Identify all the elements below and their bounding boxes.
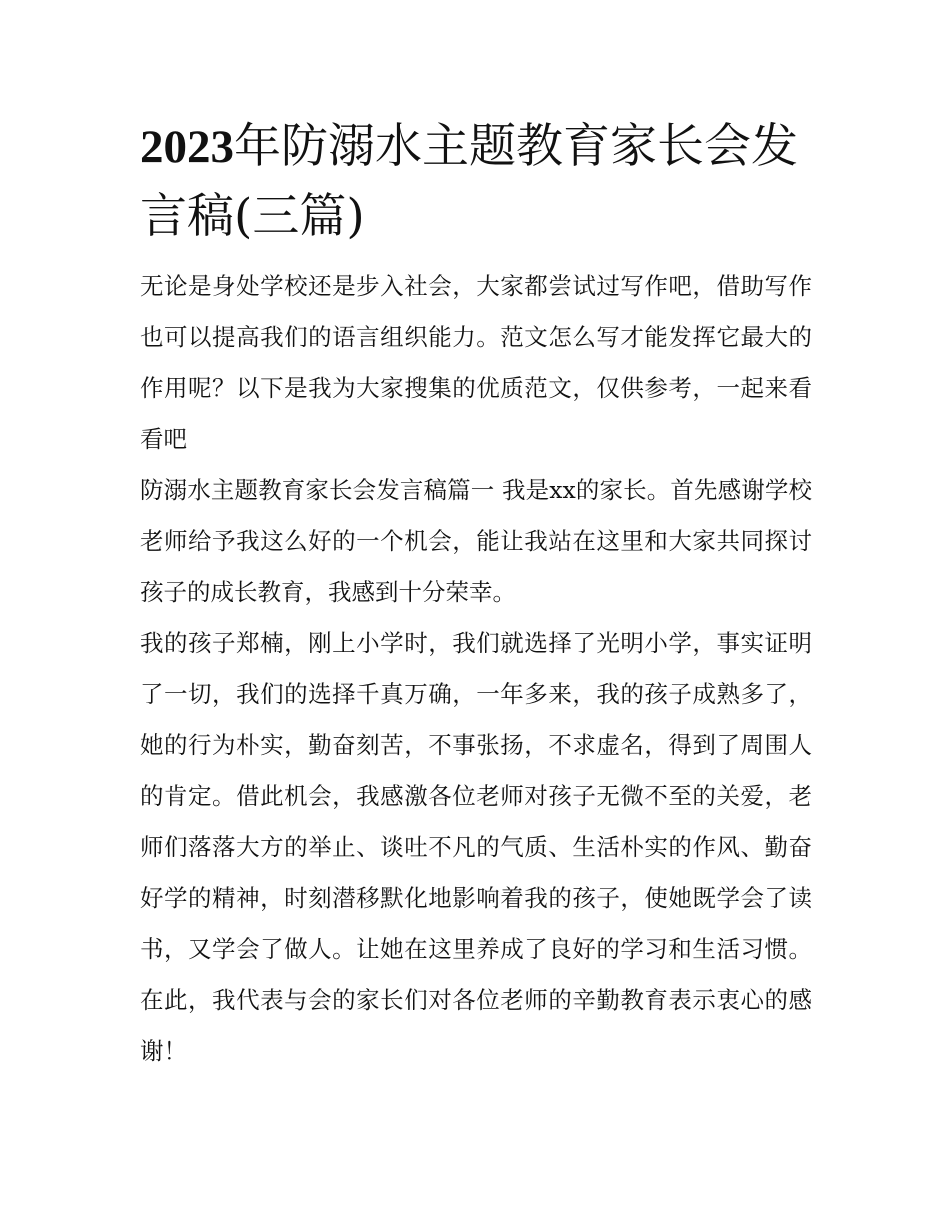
title-year: 2023 (140, 121, 234, 173)
paragraph-intro: 无论是身处学校还是步入社会，大家都尝试过写作吧，借助写作也可以提高我们的语言组织能力。范文怎么写才能发挥它最大的作用呢？以下是我为大家搜集的优质范文，仅供参考，一起来看看吧 (140, 272, 812, 453)
title-text: 年防溺水主题教育家长会发言稿(三篇) (140, 119, 798, 244)
document-title (140, 112, 812, 251)
document-body (140, 112, 812, 1077)
paragraph-speech-body: 我的孩子郑楠，刚上小学时，我们就选择了光明小学，事实证明了一切，我们的选择千真万确，一年多来，我的孩子成熟多了，她的行为朴实，勤奋刻苦，不事张扬，不求虚名，得到了周围人的肯定。借此机会，我感激各位老师对孩子无微不至的关爱，老师们落落大方的举止、谈吐不凡的气质、生活朴实的作风、勤奋好学的精神，时刻潜移默化地影响着我的孩子，使她既学会了读书，又学会了做人。让她在这里养成了良好的学习和生活习惯。在此，我代表与会的家长们对各位老师的辛勤教育表示衷心的感谢！ (140, 629, 812, 1065)
paragraph-speech-opening: 防溺水主题教育家长会发言稿篇一 我是xx的家长。首先感谢学校老师给予我这么好的一个机会，能让我站在这里和大家共同探讨孩子的成长教育，我感到十分荣幸。 (140, 476, 812, 606)
